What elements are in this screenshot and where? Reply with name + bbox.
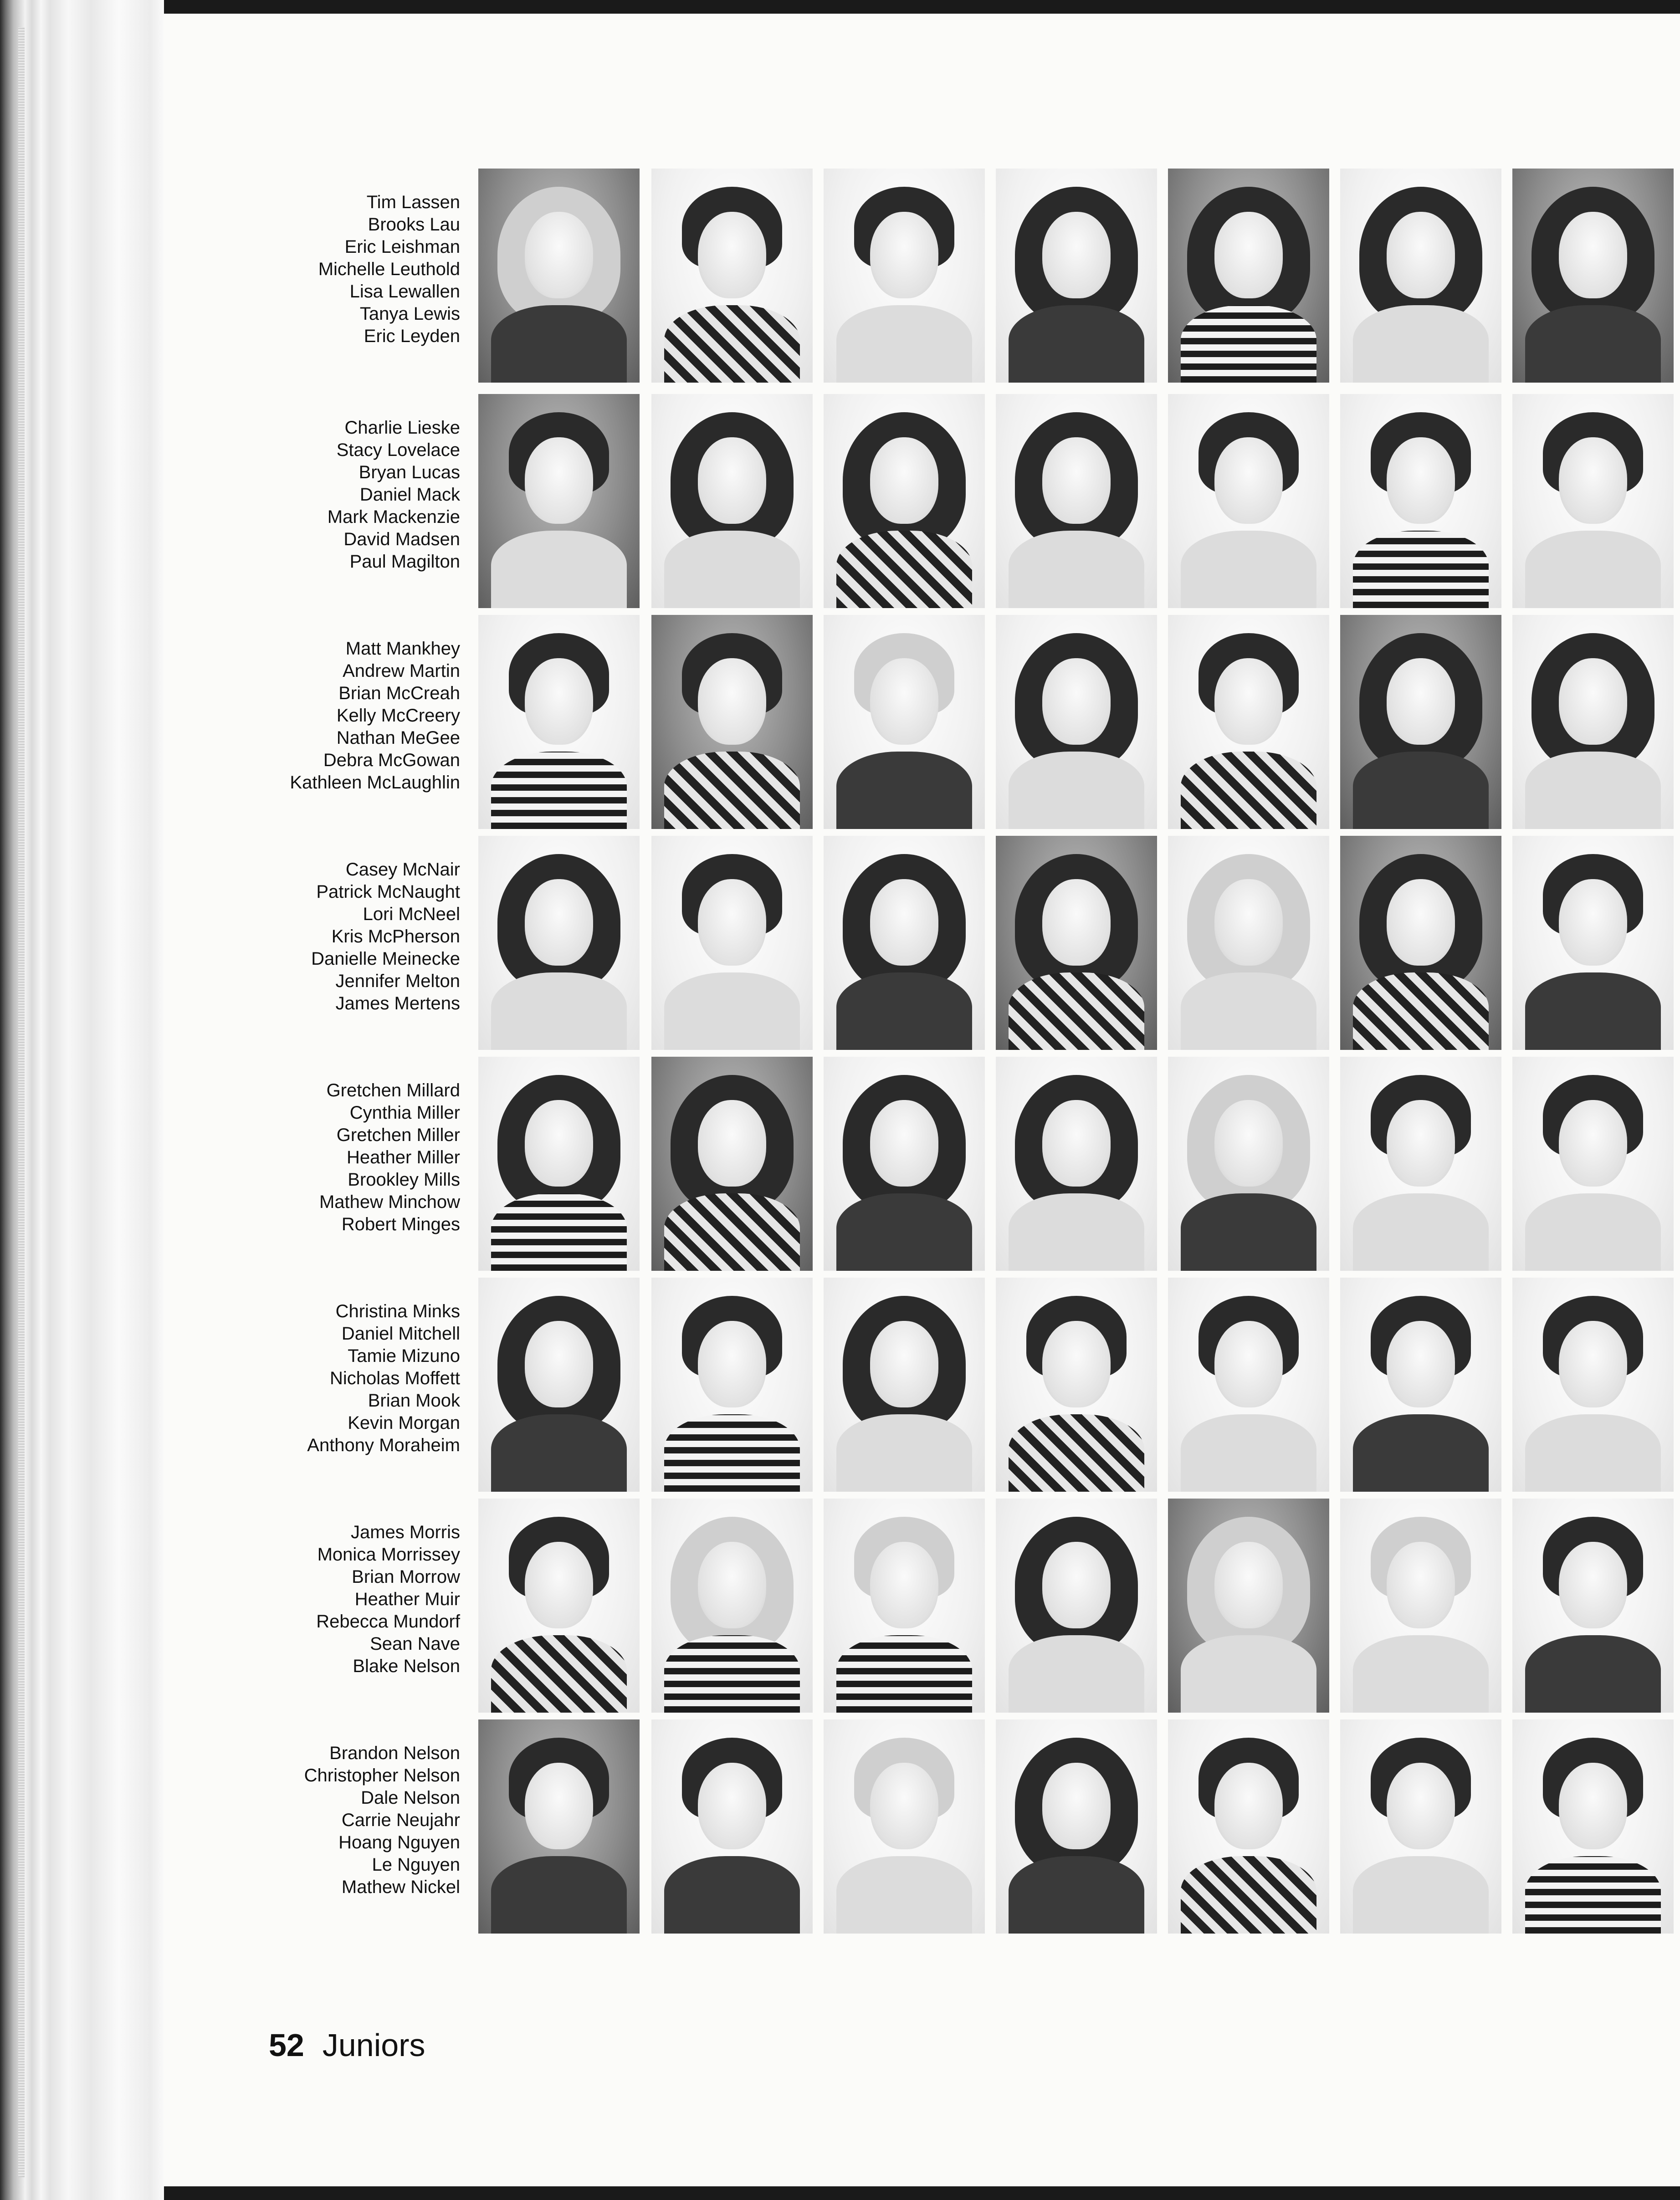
portrait-shoulders xyxy=(664,1635,799,1713)
student-portrait xyxy=(996,1719,1157,1934)
portrait-shoulders xyxy=(1181,305,1316,383)
portrait-shoulders xyxy=(1525,1193,1660,1271)
portrait-face xyxy=(1387,1763,1455,1849)
student-name: Casey McNair xyxy=(345,860,460,880)
student-name: Brookley Mills xyxy=(348,1170,460,1190)
student-row xyxy=(164,1278,1680,1492)
student-name: Heather Miller xyxy=(347,1147,460,1167)
page-number: 52 xyxy=(269,2027,304,2063)
portrait-face xyxy=(698,437,766,524)
student-name: Stacy Lovelace xyxy=(336,440,460,460)
portrait-face xyxy=(1042,879,1111,966)
portrait-face xyxy=(698,879,766,966)
portrait-shoulders xyxy=(1525,1414,1660,1492)
student-name: Kevin Morgan xyxy=(348,1413,460,1433)
student-name: Heather Muir xyxy=(354,1589,460,1609)
portrait-shoulders xyxy=(664,752,799,829)
student-name: Patrick McNaught xyxy=(316,882,460,902)
student-portrait xyxy=(996,615,1157,829)
student-name: David Madsen xyxy=(343,529,460,549)
portrait-shoulders xyxy=(664,972,799,1050)
student-name: Mathew Minchow xyxy=(319,1192,460,1212)
portrait-shoulders xyxy=(1009,1414,1144,1492)
portrait-shoulders xyxy=(491,305,626,383)
portrait-shoulders xyxy=(1353,1193,1488,1271)
student-name: Eric Leishman xyxy=(344,237,460,257)
portrait-face xyxy=(1559,1542,1627,1628)
student-name: Daniel Mitchell xyxy=(341,1324,460,1344)
portrait-shoulders xyxy=(1009,972,1144,1050)
student-name: James Morris xyxy=(350,1522,460,1542)
portrait-shoulders xyxy=(1009,1635,1144,1713)
student-name: Michelle Leuthold xyxy=(318,259,460,279)
portrait-shoulders xyxy=(1353,531,1488,608)
portrait-shoulders xyxy=(836,1193,972,1271)
student-portrait xyxy=(1168,1499,1329,1713)
student-name: Nathan MeGee xyxy=(336,728,460,748)
student-name: Anthony Moraheim xyxy=(307,1435,460,1455)
portrait-face xyxy=(1214,1100,1283,1187)
portrait-face xyxy=(1042,1763,1111,1849)
portrait-face xyxy=(525,212,593,298)
book-binding-edge xyxy=(0,0,164,2200)
student-portrait xyxy=(651,1719,813,1934)
student-portrait xyxy=(651,836,813,1050)
student-name: Rebecca Mundorf xyxy=(316,1612,460,1632)
student-name: Sean Nave xyxy=(370,1634,460,1654)
student-portrait xyxy=(1340,169,1501,383)
portrait-face xyxy=(1214,658,1283,745)
student-name: James Mertens xyxy=(335,993,460,1013)
portrait-face xyxy=(1387,1542,1455,1628)
portrait-shoulders xyxy=(1525,972,1660,1050)
portrait-shoulders xyxy=(491,531,626,608)
student-portrait xyxy=(996,394,1157,608)
student-portrait xyxy=(1168,1719,1329,1934)
portrait-face xyxy=(870,212,938,298)
portrait-shoulders xyxy=(664,1856,799,1934)
portrait-face xyxy=(1042,212,1111,298)
student-portrait xyxy=(824,1278,985,1492)
student-name: Nicholas Moffett xyxy=(329,1368,460,1388)
portrait-face xyxy=(1042,1542,1111,1628)
student-portrait xyxy=(996,1057,1157,1271)
portrait-face xyxy=(1214,879,1283,966)
portrait-face xyxy=(1214,1321,1283,1407)
portrait-face xyxy=(870,437,938,524)
portrait-shoulders xyxy=(836,752,972,829)
student-portrait xyxy=(824,1499,985,1713)
portrait-shoulders xyxy=(1009,752,1144,829)
portrait-face xyxy=(525,879,593,966)
student-name: Carrie Neujahr xyxy=(341,1810,460,1830)
student-name: Brooks Lau xyxy=(368,215,460,235)
portrait-face xyxy=(1559,437,1627,524)
student-name: Charlie Lieske xyxy=(344,418,460,438)
portrait-shoulders xyxy=(491,752,626,829)
student-portrait xyxy=(1512,1719,1674,1934)
portrait-face xyxy=(1559,212,1627,298)
student-name: Mark Mackenzie xyxy=(327,507,460,527)
student-portrait xyxy=(1168,394,1329,608)
student-names-list xyxy=(164,638,460,794)
student-name: Le Nguyen xyxy=(372,1855,460,1875)
student-name: Monica Morrissey xyxy=(317,1545,460,1565)
portrait-face xyxy=(698,1321,766,1407)
portrait-shoulders xyxy=(836,972,972,1050)
portrait-face xyxy=(1387,658,1455,745)
portrait-shoulders xyxy=(836,1856,972,1934)
student-portrait xyxy=(1340,1719,1501,1934)
portrait-shoulders xyxy=(1525,305,1660,383)
portrait-shoulders xyxy=(1353,1635,1488,1713)
portrait-shoulders xyxy=(1525,1856,1660,1934)
student-name: Blake Nelson xyxy=(353,1656,460,1676)
portrait-shoulders xyxy=(1525,1635,1660,1713)
portrait-shoulders xyxy=(491,1414,626,1492)
student-portrait xyxy=(478,836,640,1050)
portrait-face xyxy=(1559,879,1627,966)
student-row xyxy=(164,1057,1680,1271)
portrait-strip xyxy=(478,1057,1680,1271)
student-portrait xyxy=(1168,615,1329,829)
portrait-face xyxy=(1214,1763,1283,1849)
portrait-shoulders xyxy=(1181,972,1316,1050)
student-portrait xyxy=(1512,1278,1674,1492)
portrait-shoulders xyxy=(1525,531,1660,608)
student-portrait xyxy=(1168,1057,1329,1271)
student-portrait xyxy=(1512,1057,1674,1271)
student-name: Paul Magilton xyxy=(349,552,460,572)
portrait-shoulders xyxy=(836,1635,972,1713)
portrait-face xyxy=(1559,1100,1627,1187)
section-title: Juniors xyxy=(322,2027,425,2063)
portrait-face xyxy=(698,658,766,745)
student-names-list xyxy=(164,1521,460,1678)
student-name: Kathleen McLaughlin xyxy=(290,773,460,793)
student-name: Daniel Mack xyxy=(359,485,460,505)
student-portrait xyxy=(1512,615,1674,829)
student-portrait xyxy=(651,1057,813,1271)
portrait-shoulders xyxy=(1009,531,1144,608)
portrait-face xyxy=(870,1542,938,1628)
student-portrait xyxy=(478,1057,640,1271)
student-portrait xyxy=(478,615,640,829)
portrait-shoulders xyxy=(491,972,626,1050)
binding-strip xyxy=(18,27,25,2177)
portrait-face xyxy=(1387,1100,1455,1187)
student-name: Robert Minges xyxy=(341,1214,460,1234)
student-portrait xyxy=(1512,169,1674,383)
portrait-face xyxy=(1042,1100,1111,1187)
student-names-list xyxy=(164,191,460,348)
student-portrait xyxy=(651,1278,813,1492)
student-portrait xyxy=(1168,1278,1329,1492)
student-portrait xyxy=(1340,615,1501,829)
student-portrait xyxy=(1168,836,1329,1050)
portrait-shoulders xyxy=(1353,1414,1488,1492)
portrait-strip xyxy=(478,1278,1680,1492)
portrait-face xyxy=(1387,879,1455,966)
portrait-shoulders xyxy=(1009,1856,1144,1934)
student-name: Lisa Lewallen xyxy=(349,281,460,302)
student-name: Eric Leyden xyxy=(364,326,460,346)
portrait-shoulders xyxy=(664,305,799,383)
portrait-shoulders xyxy=(1009,1193,1144,1271)
student-name: Debra McGowan xyxy=(323,750,460,770)
student-names-list xyxy=(164,1080,460,1236)
portrait-face xyxy=(870,1100,938,1187)
student-name: Tim Lassen xyxy=(366,192,460,212)
portrait-shoulders xyxy=(1525,752,1660,829)
student-row xyxy=(164,394,1680,608)
portrait-face xyxy=(1042,658,1111,745)
portrait-strip xyxy=(478,836,1680,1050)
student-portrait xyxy=(824,836,985,1050)
student-name: Brian McCreah xyxy=(338,683,460,703)
student-portrait xyxy=(651,394,813,608)
portrait-shoulders xyxy=(1353,752,1488,829)
student-portrait xyxy=(1340,1278,1501,1492)
portrait-face xyxy=(525,437,593,524)
student-name: Brian Morrow xyxy=(352,1567,460,1587)
student-portrait xyxy=(651,1499,813,1713)
portrait-strip xyxy=(478,1499,1680,1713)
student-portrait xyxy=(996,1499,1157,1713)
student-portrait xyxy=(1340,836,1501,1050)
portrait-face xyxy=(525,658,593,745)
portrait-shoulders xyxy=(1181,531,1316,608)
student-name: Cynthia Miller xyxy=(349,1103,460,1123)
student-names-list xyxy=(164,1742,460,1898)
portrait-face xyxy=(698,1763,766,1849)
yearbook-page xyxy=(164,14,1680,2186)
portrait-face xyxy=(525,1100,593,1187)
portrait-face xyxy=(870,658,938,745)
student-portrait xyxy=(996,169,1157,383)
portrait-face xyxy=(1042,437,1111,524)
student-row xyxy=(164,169,1680,383)
student-name: Dale Nelson xyxy=(361,1788,460,1808)
student-portrait xyxy=(824,615,985,829)
portrait-face xyxy=(870,879,938,966)
student-names-list xyxy=(164,1300,460,1457)
portrait-shoulders xyxy=(664,1193,799,1271)
portrait-face xyxy=(525,1321,593,1407)
portrait-shoulders xyxy=(836,531,972,608)
student-portrait xyxy=(824,1719,985,1934)
portrait-shoulders xyxy=(836,1414,972,1492)
student-name: Christopher Nelson xyxy=(304,1765,460,1786)
portrait-shoulders xyxy=(1181,1635,1316,1713)
portrait-face xyxy=(1214,1542,1283,1628)
student-name: Kris McPherson xyxy=(331,926,460,947)
student-portrait xyxy=(478,394,640,608)
student-row xyxy=(164,615,1680,829)
student-name: Gretchen Millard xyxy=(326,1080,460,1100)
portrait-shoulders xyxy=(1353,972,1488,1050)
student-portrait xyxy=(824,1057,985,1271)
portrait-strip xyxy=(478,1719,1680,1934)
portrait-shoulders xyxy=(664,1414,799,1492)
portrait-face xyxy=(1559,658,1627,745)
portrait-strip xyxy=(478,394,1680,608)
portrait-shoulders xyxy=(491,1635,626,1713)
portrait-shoulders xyxy=(491,1856,626,1934)
student-row xyxy=(164,1499,1680,1713)
student-name: Danielle Meinecke xyxy=(311,949,460,969)
student-name: Tanya Lewis xyxy=(359,304,460,324)
portrait-face xyxy=(1559,1321,1627,1407)
student-name: Matt Mankhey xyxy=(345,639,460,659)
student-name: Brandon Nelson xyxy=(329,1743,460,1763)
student-names-list xyxy=(164,417,460,573)
student-portrait xyxy=(1168,169,1329,383)
student-portrait xyxy=(651,169,813,383)
student-names-list xyxy=(164,859,460,1015)
student-name: Bryan Lucas xyxy=(359,462,460,482)
student-name: Tamie Mizuno xyxy=(348,1346,460,1366)
student-name: Gretchen Miller xyxy=(336,1125,460,1145)
student-name: Kelly McCreery xyxy=(336,706,460,726)
student-portrait xyxy=(478,169,640,383)
portrait-face xyxy=(1214,437,1283,524)
portrait-face xyxy=(1042,1321,1111,1407)
student-name: Christina Minks xyxy=(335,1301,460,1321)
portrait-shoulders xyxy=(664,531,799,608)
student-portrait xyxy=(1512,836,1674,1050)
student-portrait xyxy=(1340,394,1501,608)
student-name: Mathew Nickel xyxy=(341,1877,460,1897)
student-portrait xyxy=(996,836,1157,1050)
portrait-face xyxy=(870,1763,938,1849)
portrait-face xyxy=(698,212,766,298)
student-name: Lori McNeel xyxy=(363,904,460,924)
student-portrait xyxy=(1512,394,1674,608)
student-name: Hoang Nguyen xyxy=(338,1832,460,1852)
student-row xyxy=(164,836,1680,1050)
portrait-face xyxy=(1387,1321,1455,1407)
portrait-face xyxy=(870,1321,938,1407)
student-name: Jennifer Melton xyxy=(335,971,460,991)
student-portrait xyxy=(478,1499,640,1713)
portrait-shoulders xyxy=(491,1193,626,1271)
student-name: Andrew Martin xyxy=(343,661,460,681)
page-footer xyxy=(269,2027,425,2063)
student-portrait xyxy=(1340,1499,1501,1713)
portrait-strip xyxy=(478,169,1680,383)
portrait-strip xyxy=(478,615,1680,829)
student-portrait xyxy=(996,1278,1157,1492)
student-portrait xyxy=(1340,1057,1501,1271)
portrait-shoulders xyxy=(1181,1193,1316,1271)
portrait-shoulders xyxy=(1009,305,1144,383)
portrait-face xyxy=(698,1542,766,1628)
student-row xyxy=(164,1719,1680,1934)
portrait-face xyxy=(1559,1763,1627,1849)
student-portrait xyxy=(478,1719,640,1934)
student-portrait xyxy=(824,169,985,383)
portrait-face xyxy=(1214,212,1283,298)
portrait-shoulders xyxy=(1181,752,1316,829)
portrait-shoulders xyxy=(1353,1856,1488,1934)
student-portrait xyxy=(824,394,985,608)
student-portrait xyxy=(1512,1499,1674,1713)
portrait-shoulders xyxy=(1353,305,1488,383)
portrait-face xyxy=(525,1542,593,1628)
portrait-face xyxy=(1387,437,1455,524)
portrait-face xyxy=(1387,212,1455,298)
portrait-shoulders xyxy=(1181,1856,1316,1934)
student-portrait xyxy=(478,1278,640,1492)
student-name: Brian Mook xyxy=(368,1391,460,1411)
student-portrait xyxy=(651,615,813,829)
portrait-face xyxy=(698,1100,766,1187)
portrait-face xyxy=(525,1763,593,1849)
portrait-shoulders xyxy=(1181,1414,1316,1492)
portrait-shoulders xyxy=(836,305,972,383)
